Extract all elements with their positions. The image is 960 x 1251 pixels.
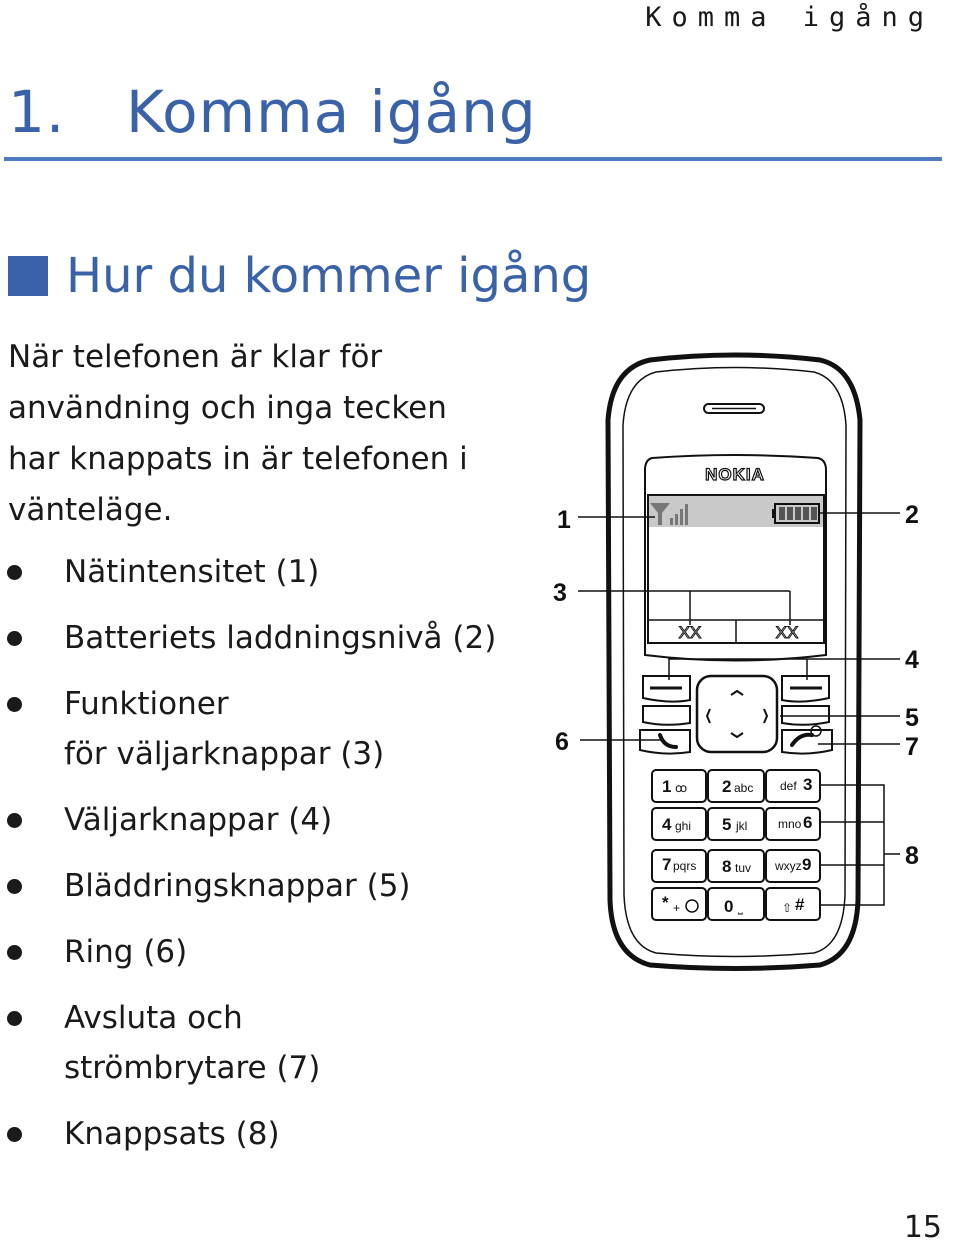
list-item-text: Batteriets laddningsnivå (2) — [64, 620, 497, 656]
key-4-sub: ghi — [675, 819, 692, 833]
callout-3: 3 — [553, 579, 567, 607]
list-item-text: Bläddringsknappar (5) — [64, 868, 411, 904]
key-8-digit: 8 — [722, 857, 732, 876]
callout-4: 4 — [905, 646, 919, 674]
key-5-digit: 5 — [722, 815, 732, 834]
chapter-number: 1. — [8, 78, 66, 146]
clock-icon — [686, 900, 698, 912]
key-hash-digit: # — [795, 895, 805, 914]
callout-1: 1 — [557, 506, 571, 534]
section-square-icon — [8, 256, 48, 296]
chapter-title: Komma igång — [126, 78, 537, 146]
soft-key-label-right: XX — [775, 623, 799, 642]
bullet-icon — [7, 697, 22, 712]
phone-diagram — [545, 345, 945, 985]
callout-7: 7 — [905, 733, 919, 761]
list-item — [0, 679, 540, 779]
left-side-key — [643, 706, 690, 725]
list-item-text: Väljarknappar (4) — [64, 802, 333, 838]
chapter-rule — [4, 157, 942, 161]
section-title: Hur du kommer igång — [66, 248, 592, 304]
running-header: Komma igång — [645, 2, 934, 33]
list-item — [0, 613, 540, 663]
list-item-text: för väljarknappar (3) — [64, 736, 385, 772]
key-9-sub: wxyz — [775, 859, 802, 873]
list-item — [0, 861, 540, 911]
bullet-icon — [7, 631, 22, 646]
key-5-sub: jkl — [736, 819, 748, 833]
key-7-sub: pqrs — [673, 859, 697, 873]
list-item — [0, 1109, 540, 1159]
bullet-icon — [7, 565, 22, 580]
key-4-digit: 4 — [662, 815, 672, 834]
chapter-heading — [8, 78, 537, 146]
callout-2: 2 — [905, 501, 919, 529]
intro-line: När telefonen är klar för — [8, 339, 383, 375]
callout-5: 5 — [905, 704, 919, 732]
key-9-digit: 9 — [802, 855, 812, 874]
list-item-text: Funktioner — [64, 686, 229, 722]
section-heading — [8, 248, 591, 304]
key-3-sub: def — [780, 779, 797, 793]
key-1-sub: ꝏ — [675, 781, 688, 795]
scroll-key — [697, 676, 777, 752]
intro-line: vänteläge. — [8, 492, 173, 528]
list-item-text: Ring (6) — [64, 934, 188, 970]
key-3-digit: 3 — [803, 775, 813, 794]
key-2-sub: abc — [734, 781, 754, 795]
bullet-icon — [7, 879, 22, 894]
list-item-text: strömbrytare (7) — [64, 1050, 321, 1086]
intro-line: har knappats in är telefonen i — [8, 441, 468, 477]
intro-paragraph — [8, 332, 508, 536]
key-0 — [708, 888, 764, 920]
key-2-digit: 2 — [722, 777, 732, 796]
page-number: 15 — [903, 1210, 942, 1245]
list-item — [0, 993, 540, 1093]
feature-list — [0, 547, 540, 1175]
bullet-icon — [7, 1011, 22, 1026]
key-6-sub: mno — [778, 817, 802, 831]
bullet-icon — [7, 1127, 22, 1142]
bullet-icon — [7, 945, 22, 960]
bullet-icon — [7, 813, 22, 828]
callout-8: 8 — [905, 842, 919, 870]
end-icon — [792, 735, 812, 745]
list-item — [0, 927, 540, 977]
list-item — [0, 547, 540, 597]
key-8-sub: tuv — [735, 861, 752, 875]
call-icon — [660, 735, 676, 747]
key-star-digit: * — [662, 893, 669, 912]
key-1-digit: 1 — [662, 777, 672, 796]
key-7-digit: 7 — [662, 855, 672, 874]
key-hash-sub: ⇧ — [782, 901, 793, 915]
soft-key-label-left: XX — [678, 623, 702, 642]
callout-6: 6 — [555, 728, 569, 756]
list-item — [0, 795, 540, 845]
key-star-sub: + — [673, 901, 681, 915]
list-item-text: Avsluta och — [64, 1000, 243, 1036]
intro-line: användning och inga tecken — [8, 390, 447, 426]
key-labels — [662, 775, 812, 916]
key-hash — [766, 888, 820, 920]
key-6-digit: 6 — [803, 813, 813, 832]
list-item-text: Knappsats (8) — [64, 1116, 280, 1152]
brand-logo: NOKIA — [705, 465, 765, 484]
key-0-sub: ⎵ — [738, 901, 743, 915]
phone-body-outline — [608, 355, 860, 969]
list-item-text: Nätintensitet (1) — [64, 554, 320, 590]
key-0-digit: 0 — [724, 897, 734, 916]
